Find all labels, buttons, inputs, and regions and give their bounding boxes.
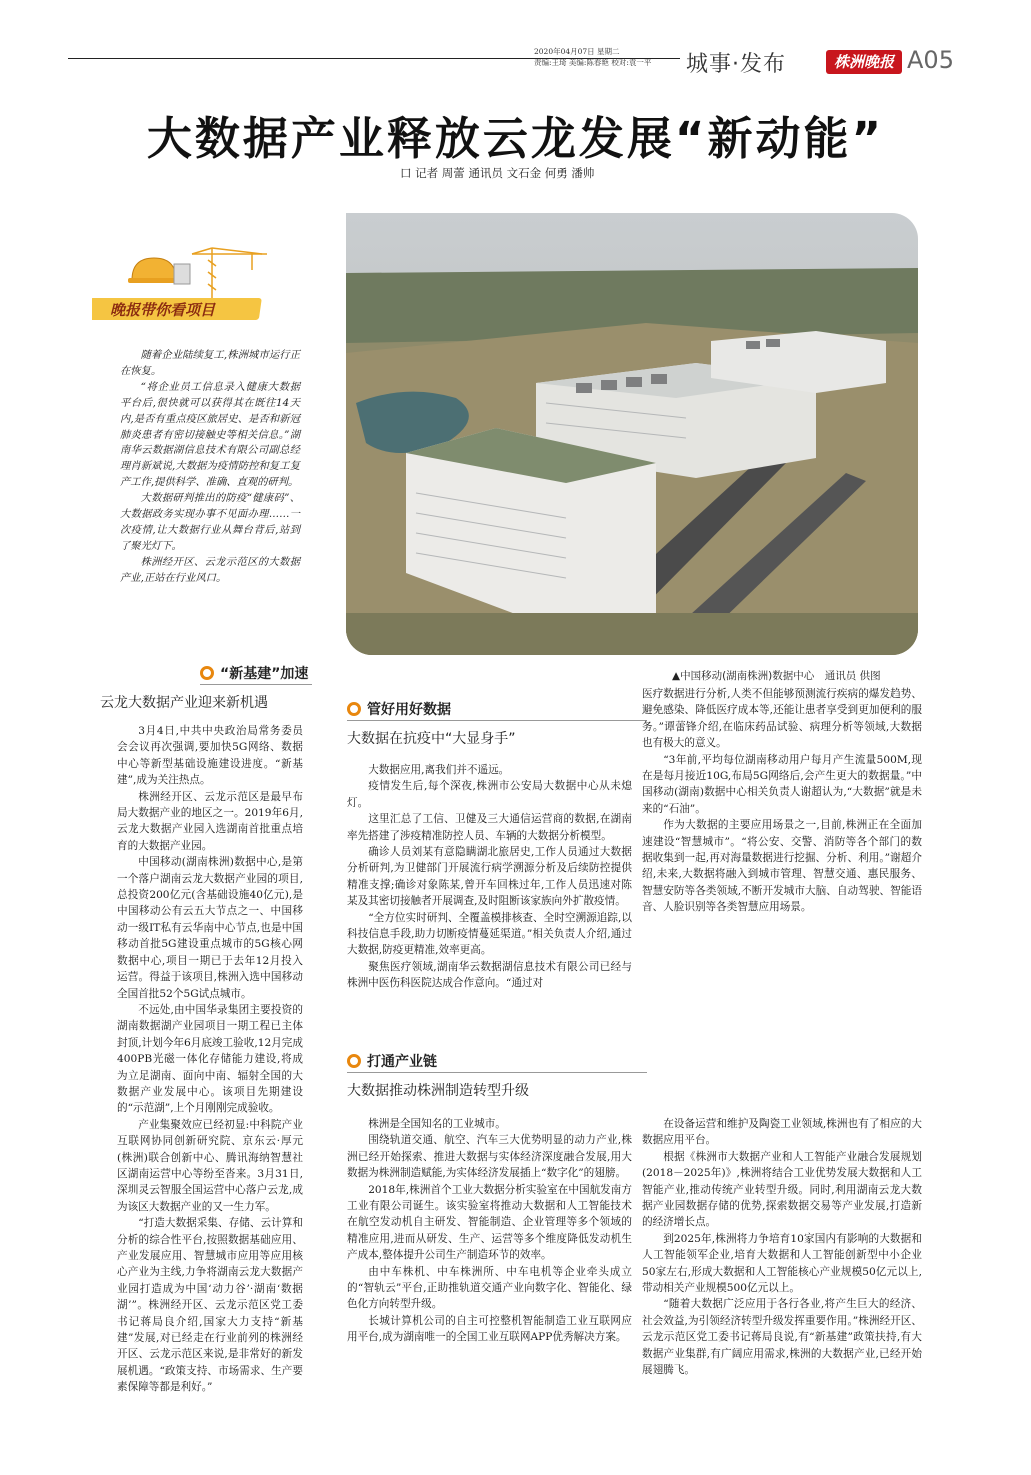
- headline: 大数据产业释放云龙发展“新动能”: [146, 112, 885, 165]
- body-paragraph: 株洲经开区、云龙示范区是最早布局大数据产业的地区之一。2019年6月,云龙大数据产业园入选湖南首批重点培育的大数据产业园。: [117, 790, 303, 852]
- section3-right-column: [642, 1116, 922, 1379]
- body-paragraph: 作为大数据的主要应用场景之一,目前,株洲正在全面加速建设“智慧城市”。“将公安、交警、消防等各个部门的数据收集到一起,再对海量数据进行挖掘、分析、利用。”谢超介绍,未来,大数据将融入到城市管理、智慧交通、惠民服务、智慧安防等各类领域,不断开发城市大脑、自动驾驶、智能语音、人脸识别等各类智慧应用场景。: [642, 819, 922, 914]
- section3-kicker: 大数据推动株洲制造转型升级: [347, 1083, 529, 1099]
- intro-paragraph: 株洲经开区、云龙示范区的大数据产业,正站在行业风口。: [120, 555, 300, 584]
- section2-heading: [347, 699, 451, 719]
- body-paragraph: 大数据应用,离我们并不遥远。: [368, 764, 510, 776]
- section3-heading: [347, 1051, 437, 1071]
- body-paragraph: 围绕轨道交通、航空、汽车三大优势明显的动力产业,株洲已经开始探索、推进大数据与实体经济深度融合发展,用大数据为株洲制造赋能,为实体经济发展插上“数字化”的翅膀。: [347, 1134, 632, 1180]
- body-paragraph: 3月4日,中共中央政治局常务委员会会议再次强调,要加快5G网络、数据中心等新型基础设施建设进度。“新基建”,成为关注热点。: [117, 725, 303, 787]
- body-paragraph: 确诊人员刘某有意隐瞒湖北旅居史,工作人员通过大数据分析研判,为卫健部门开展流行病学溯源分析及后续防控提供精准支撑;确诊对象陈某,曾开车回株过年,工作人员迅速对陈某及其密切接触者开展调查,及时阻断该家族向外扩散疫情。: [347, 846, 632, 908]
- body-paragraph: “随着大数据广泛应用于各行各业,将产生巨大的经济、社会效益,为引领经济转型升级发挥重要作用。”株洲经开区、云龙示范区党工委书记蒋局良说,有“新基建”政策扶持,有大数据产业集群,有广阔应用需求,株洲的大数据产业,已经开始展翅腾飞。: [642, 1298, 922, 1377]
- section1-title: “新基建”加速: [220, 666, 309, 682]
- section1-kicker: 云龙大数据产业迎来新机遇: [100, 695, 268, 711]
- intro-paragraph: “将企业员工信息录入健康大数据平台后,很快就可以获得其在既往14天内,是否有重点疫区旅居史、是否和新冠肺炎患者有密切接触史等相关信息。”湖南华云数据湖信息技术有限公司副总经理肖新斌说,大数据为疫情防控和复工复产工作,提供科学、准确、直观的研判。: [120, 380, 300, 489]
- byline: 口 记者 周蕾 通讯员 文石金 何勇 潘帅: [400, 166, 595, 180]
- body-paragraph: “打造大数据采集、存储、云计算和分析的综合性平台,按照数据基础应用、产业发展应用、智慧城市应用等应用核心产业为主线,力争将湖南云龙大数据产业园打造成为中国‘动力谷’·湖南‘数据湖’”。株洲经开区、云龙示范区党工委书记蒋局良介绍,国家大力支持“新基建”发展,对已经走在行业前列的株洲经开区、云龙示范区来说,是非常好的新发展机遇。“政策支持、市场需求、生产要素保障等都是利好。”: [117, 1217, 303, 1394]
- bullet-circle-icon: [200, 666, 214, 680]
- divider: [347, 1072, 647, 1073]
- section2-left-column: [347, 762, 632, 992]
- body-paragraph: 产业集聚效应已经初显:中科院产业互联网协同创新研究院、京东云·厚元(株洲)联合创新中心、腾讯海纳智慧社区湖南运营中心等纷至沓来。3月31日,深圳灵云智服全国运营中心落户云龙,成为该区大数据产业的又一生力军。: [117, 1118, 303, 1213]
- section3-left-column: [347, 1116, 632, 1346]
- divider: [200, 684, 312, 685]
- body-paragraph: “3年前,平均每位湖南移动用户每月产生流量500M,现在是每月接近10G,布局5G网络后,会产生更大的数据量。”中国移动(湖南)数据中心相关负责人谢超认为,“大数据”就是未来的“石油”。: [642, 753, 922, 815]
- body-paragraph: 由中车株机、中车株洲所、中车电机等企业牵头成立的“智轨云”平台,正助推轨道交通产业向数字化、智能化、绿色化方向转型升级。: [347, 1265, 632, 1311]
- body-paragraph: 根据《株洲市大数据产业和人工智能产业融合发展规划(2018－2025年)》,株洲将结合工业优势发展大数据和人工智能产业,推动传统产业转型升级。同时,利用湖南云龙大数据产业园数据存储的优势,探索数据交易等产业发展,打造新的经济增长点。: [642, 1150, 922, 1229]
- body-paragraph: 长城计算机公司的自主可控整机智能制造工业互联网应用平台,成为湖南唯一的全国工业互联网APP优秀解决方案。: [347, 1314, 632, 1344]
- editors-line: 责编:王琦 美编:陈春艳 校对:袁一平: [534, 58, 652, 67]
- intro-paragraph: 大数据研判推出的防疫“健康码”、大数据政务实现办事不见面办理……一次疫情,让大数据行业从舞台背后,站到了聚光灯下。: [120, 492, 300, 552]
- data-center-photo: [346, 213, 918, 655]
- intro-paragraph: 随着企业陆续复工,株洲城市运行正在恢复。: [120, 349, 300, 377]
- photo-caption: ▲中国移动(湖南株洲)数据中心 通讯员 供图: [672, 670, 881, 682]
- body-paragraph: 医疗数据进行分析,人类不但能够预测流行疾病的爆发趋势、避免感染、降低医疗成本等,还能让患者享受到更加便利的服务。”谭蕾锋介绍,在临床药品试验、病理分析等领域,大数据也有极大的意义。: [642, 688, 922, 750]
- body-paragraph: 到2025年,株洲将力争培育10家国内有影响的大数据和人工智能领军企业,培育大数据和人工智能创新型中小企业50家左右,形成大数据和人工智能核心产业规模50亿元以上,带动相关产业规模500亿元以上。: [642, 1232, 922, 1295]
- body-paragraph: “全方位实时研判、全覆盖模排核查、全时空溯源追踪,以科技信息手段,助力切断疫情蔓延渠道。”相关负责人介绍,通过大数据,防疫更精准,效率更高。: [347, 911, 632, 957]
- section2-title: 管好用好数据: [367, 702, 451, 718]
- section2-kicker: 大数据在抗疫中“大显身手”: [347, 731, 516, 747]
- body-paragraph: 在设备运营和维护及陶瓷工业领域,株洲也有了相应的大数据应用平台。: [642, 1118, 922, 1147]
- bullet-circle-icon: [347, 1054, 361, 1068]
- body-paragraph: 株洲是全国知名的工业城市。: [368, 1118, 506, 1130]
- body-paragraph: 聚焦医疗领域,湖南华云数据湖信息技术有限公司已经与株洲中医伤科医院达成合作意向。“通过对: [347, 960, 632, 990]
- section-title: 城事·发布: [686, 52, 786, 77]
- section3-title: 打通产业链: [367, 1054, 437, 1070]
- body-paragraph: 不远处,由中国华录集团主要投资的湖南数据湖产业园项目一期工程已主体封顶,计划今年6月底竣工验收,12月完成400PB光磁一体化存储能力建设,将成为立足湖南、面向中南、辐射全国的大数据产业发展中心。该项目先期建设的“示范湖”,上个月刚刚完成验收。: [117, 1003, 303, 1115]
- project-badge: [92, 240, 272, 325]
- bullet-circle-icon: [347, 702, 361, 716]
- divider: [347, 720, 647, 721]
- body-paragraph: 2018年,株洲首个工业大数据分析实验室在中国航发南方工业有限公司诞生。该实验室将推动大数据和人工智能技术在航空发动机自主研发、智能制造、企业管理等多个领域的精准应用,进而从研发、生产、运营等多个维度降低发动机生产成本,整体提升公司生产制造环节的效率。: [347, 1183, 632, 1262]
- body-paragraph: 中国移动(湖南株洲)数据中心,是第一个落户湖南云龙大数据产业园的项目,总投资200亿元(含基础设施40亿元),是中国移动公有云五大节点之一、中国移动一级IT私有云华南中心节点,也是中国移动首批5G建设重点城市的5G核心网数据中心,项目一期已于去年12月投入运营。得益于该项目,株洲入选中国移动全国首批52个5G试点城市。: [117, 856, 303, 1000]
- page-number: A05: [907, 46, 954, 74]
- badge-label: 晚报带你看项目: [110, 301, 216, 319]
- section1-body: [117, 723, 303, 1396]
- section1-heading: [200, 663, 308, 683]
- body-paragraph: 疫情发生后,每个深夜,株洲市公安局大数据中心从未熄灯。: [347, 780, 632, 809]
- date-line: 2020年04月07日 星期二: [534, 47, 620, 56]
- intro-column: [120, 348, 300, 587]
- section2-right-column: [642, 686, 922, 916]
- newspaper-logo: 株洲晚报: [826, 50, 902, 74]
- body-paragraph: 这里汇总了工信、卫健及三大通信运营商的数据,在湖南率先搭建了涉疫精准防控人员、车辆的大数据分析模型。: [347, 813, 632, 842]
